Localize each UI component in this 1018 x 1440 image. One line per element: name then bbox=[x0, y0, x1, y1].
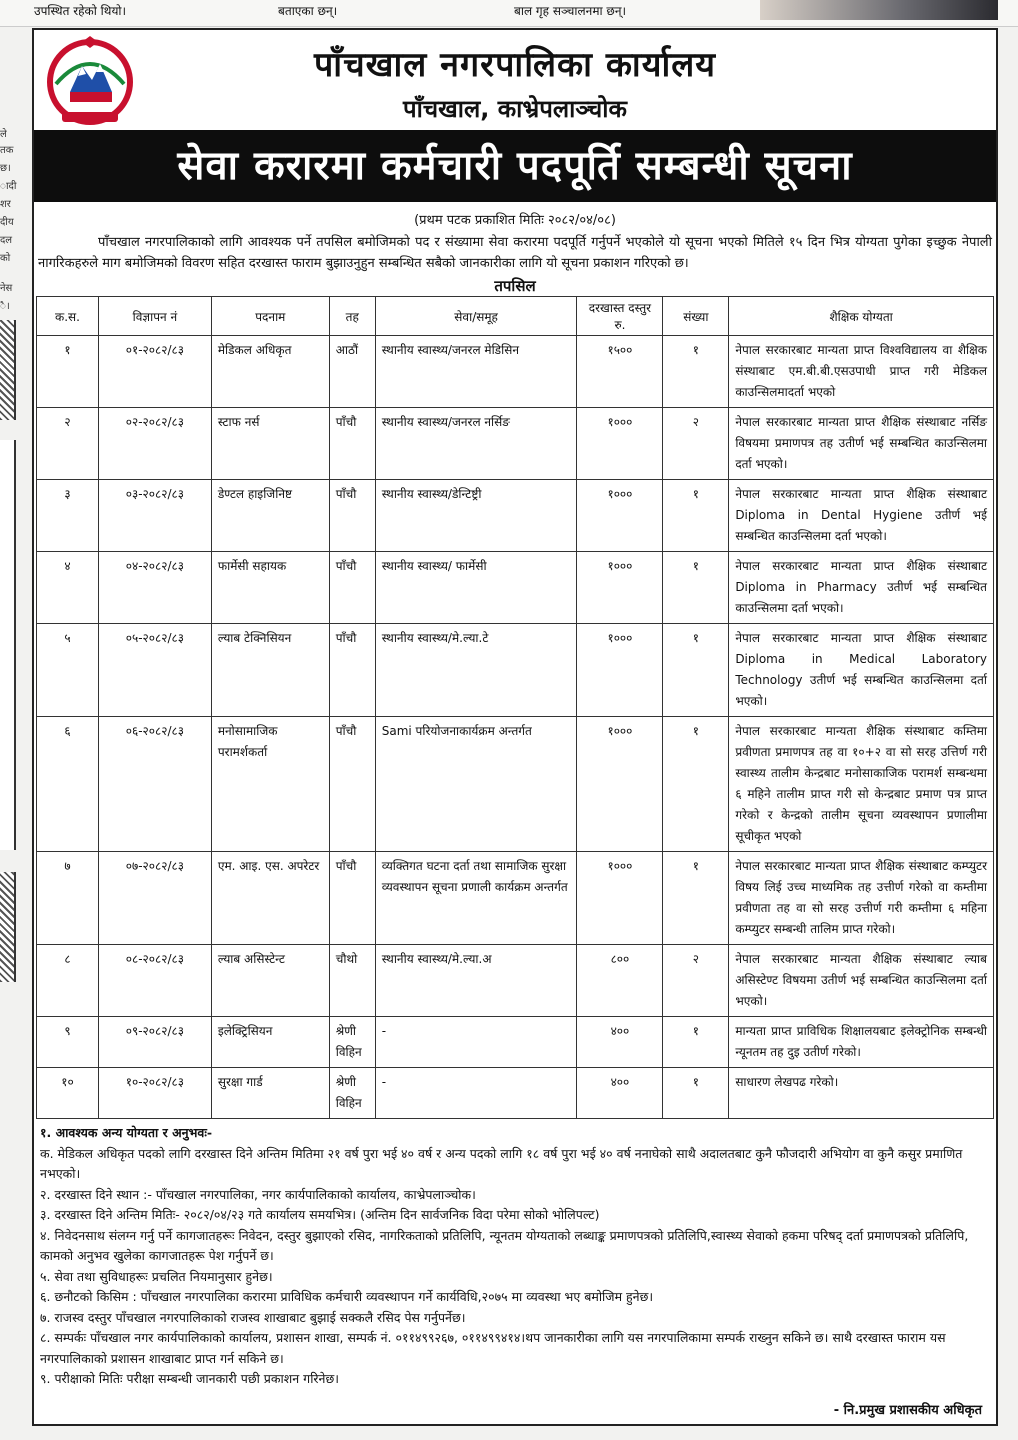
cell-sn: ४ bbox=[37, 552, 99, 624]
top-strip-right-text: बाल गृह सञ्चालनमा छन्। bbox=[514, 4, 627, 18]
publication-date: (प्रथम पटक प्रकाशित मितिः २०८२/०४/०८) bbox=[414, 213, 616, 228]
left-margin-text: दीय bbox=[0, 217, 14, 228]
cell-service: स्थानीय स्वास्थ्य/जनरल नर्सिङ bbox=[375, 408, 577, 480]
intro-paragraph bbox=[34, 228, 996, 274]
cell-fee: १५०० bbox=[577, 336, 663, 408]
cell-qualification: नेपाल सरकारबाट मान्यता प्राप्त विश्वविद्यालय वा शैक्षिक संस्थाबाट एम.बी.बी.एसउपाधी प्राप्त गरी मेडिकल काउन्सिलमादर्ता भएको bbox=[729, 336, 994, 408]
cell-ad-no: ०३-२०८२/८३ bbox=[98, 480, 211, 552]
newspaper-top-strip bbox=[0, 0, 1018, 27]
intro-text: पाँचखाल नगरपालिकाको लागि आवश्यक पर्ने तपसिल बमोजिमको पद र संख्यामा सेवा करारमा पदपूर्ति गर्नुपर्ने भएकोले यो सूचना भएको मितिले १५ दिन भित्र योग्यता पुगेका इच्छुक नेपाली नागरिकहरुले माग बमोजिमको विवरण सहित दरखास्त फाराम बुझाउनुहुन सम्बन्धित सबैको जानकारीका लागि यो सूचना प्रकाशन गरिएको छ। bbox=[38, 235, 992, 271]
table-title: तपसिल bbox=[494, 277, 536, 295]
cell-level: आठौं bbox=[329, 336, 375, 408]
cell-ad-no: ०९-२०८२/८३ bbox=[98, 1017, 211, 1068]
cell-level: पाँचौ bbox=[329, 852, 375, 945]
cell-ad-no: ०७-२०८२/८३ bbox=[98, 852, 211, 945]
cell-ad-no: ०४-२०८२/८३ bbox=[98, 552, 211, 624]
cell-qualification: मान्यता प्राप्त प्राविधिक शिक्षालयबाट इलेक्ट्रोनिक सम्बन्धी न्यूनतम तह दुइ उतीर्ण गरेको। bbox=[729, 1017, 994, 1068]
left-margin-text: शर bbox=[0, 199, 11, 210]
cell-count: १ bbox=[663, 552, 729, 624]
table-row bbox=[37, 852, 994, 945]
notes-section bbox=[34, 1119, 996, 1390]
table-row bbox=[37, 480, 994, 552]
cell-qualification: नेपाल सरकारबाट मान्यता प्राप्त शैक्षिक संस्थाबाट नर्सिङ विषयमा प्रमाणपत्र तह उतीर्ण भई सम्बन्धित काउन्सिलमा दर्ता भएको। bbox=[729, 408, 994, 480]
table-row bbox=[37, 408, 994, 480]
note-item: ६. छनौटको किसिम : पाँचखाल नगरपालिका करारमा प्राविधिक कर्मचारी व्यवस्थापन गर्ने कार्यविधि,२०७५ मा व्यवस्था भए बमोजिम हुनेछ। bbox=[40, 1289, 654, 1304]
vacancy-table bbox=[36, 296, 994, 1119]
cell-service: स्थानीय स्वास्थ्य/जनरल मेडिसिन bbox=[375, 336, 577, 408]
cell-sn: ५ bbox=[37, 624, 99, 717]
cell-count: १ bbox=[663, 852, 729, 945]
cell-fee: ४०० bbox=[577, 1017, 663, 1068]
cell-sn: ६ bbox=[37, 717, 99, 852]
left-margin-text: दल bbox=[0, 235, 13, 246]
col-header-fee: दरखास्त दस्तुर रु. bbox=[577, 297, 663, 336]
cell-level: पाँचौ bbox=[329, 552, 375, 624]
table-row bbox=[37, 1017, 994, 1068]
left-margin-text: ादी bbox=[0, 181, 17, 192]
cell-ad-no: १०-२०८२/८३ bbox=[98, 1068, 211, 1119]
table-row bbox=[37, 336, 994, 408]
cell-ad-no: ०६-२०८२/८३ bbox=[98, 717, 211, 852]
col-header-level: तह bbox=[329, 297, 375, 336]
cell-count: १ bbox=[663, 624, 729, 717]
cell-post: स्टाफ नर्स bbox=[211, 408, 329, 480]
cell-fee: १००० bbox=[577, 717, 663, 852]
col-header-service: सेवा/समूह bbox=[375, 297, 577, 336]
cell-qualification: नेपाल सरकारबाट मान्यता शैक्षिक संस्थाबाट कम्तिमा प्रवीणता प्रमाणपत्र तह वा १०+२ वा सो सरह उत्तिर्ण गरी स्वास्थ्य तालीम केन्द्रबाट मनोसाकाजिक परामर्श सम्बन्धमा ६ महिने तालीम प्राप्त गरी सो केन्द्रबाट प्रमाण पत्र प्राप्त गरेको र केन्द्रको तालीम सूचना व्यवस्थापन प्रणालीमा सूचीकृत भएको bbox=[729, 717, 994, 852]
cell-level: पाँचौ bbox=[329, 624, 375, 717]
cell-post: सुरक्षा गार्ड bbox=[211, 1068, 329, 1119]
cell-service: स्थानीय स्वास्थ्य/मे.ल्या.अ bbox=[375, 945, 577, 1017]
cell-level: पाँचौ bbox=[329, 408, 375, 480]
cell-qualification: नेपाल सरकारबाट मान्यता शैक्षिक संस्थाबाट ल्याब असिस्टेण्ट विषयमा उतीर्ण भई सम्बन्धित काउन्सिलमा दर्ता भएको। bbox=[729, 945, 994, 1017]
col-header-post: पदनाम bbox=[211, 297, 329, 336]
cell-post: एम. आइ. एस. अपरेटर bbox=[211, 852, 329, 945]
cell-qualification: नेपाल सरकारबाट मान्यता प्राप्त शैक्षिक संस्थाबाट Diploma in Pharmacy उतीर्ण भई सम्बन्धित काउन्सिलमा दर्ता भएको। bbox=[729, 552, 994, 624]
cell-qualification: नेपाल सरकारबाट मान्यता प्राप्त शैक्षिक संस्थाबाट Diploma in Medical Laboratory Technology उतीर्ण भई सम्बन्धित काउन्सिलमा दर्ता भएको। bbox=[729, 624, 994, 717]
cell-sn: ३ bbox=[37, 480, 99, 552]
signature-line: - नि.प्रमुख प्रशासकीय अधिकृत bbox=[833, 1403, 982, 1418]
cell-fee: ८०० bbox=[577, 945, 663, 1017]
cell-qualification: साधारण लेखपढ गरेको। bbox=[729, 1068, 994, 1119]
cell-fee: १००० bbox=[577, 408, 663, 480]
cell-qualification: नेपाल सरकारबाट मान्यता प्राप्त शैक्षिक संस्थाबाट कम्प्युटर विषय लिई उच्च माध्यमिक तह उत्तीर्ण गरेको वा कम्तीमा प्रवीणता तह वा सो सरह उत्तीर्ण गरी कम्तीमा ६ महिना कम्प्युटर सम्बन्धी तालिम प्राप्त गरेको। bbox=[729, 852, 994, 945]
cell-count: १ bbox=[663, 1017, 729, 1068]
cell-count: १ bbox=[663, 336, 729, 408]
left-margin-text: ै। bbox=[0, 301, 10, 312]
notice-frame bbox=[32, 28, 998, 1426]
cell-service: - bbox=[375, 1017, 577, 1068]
note-item: ३. दरखास्त दिने अन्तिम मितिः- २०८२/०४/२३ गते कार्यालय समयभित्र। (अन्तिम दिन सार्वजनिक विदा परेमा सोको भोलिपल्ट) bbox=[40, 1207, 600, 1222]
note-item: ५. सेवा तथा सुविधाहरूः प्रचलित नियमानुसार हुनेछ। bbox=[40, 1268, 273, 1284]
cell-service: स्थानीय स्वास्थ्य/मे.ल्या.टे bbox=[375, 624, 577, 717]
cell-post: डेण्टल हाइजिनिष्ट bbox=[211, 480, 329, 552]
cell-count: १ bbox=[663, 1068, 729, 1119]
cell-level: श्रेणी विहिन bbox=[329, 1068, 375, 1119]
note-item: क. मेडिकल अधिकृत पदको लागि दरखास्त दिने अन्तिम मितिमा २१ वर्ष पुरा भई ४० वर्ष र अन्य पदको लागि १८ वर्ष पुरा भई ४० वर्ष ननाघेको साथै अदालतबाट कुनै फौजदारी अभियोग वा कुनै कसुर प्रमाणित नभएको। bbox=[40, 1145, 963, 1181]
cell-level: पाँचौ bbox=[329, 717, 375, 852]
table-header-row bbox=[37, 297, 994, 336]
note-item: २. दरखास्त दिने स्थान :- पाँचखाल नगरपालिका, नगर कार्यपालिकाको कार्यालय, काभ्रेपलाञ्चोक। bbox=[40, 1186, 476, 1202]
cell-level: श्रेणी विहिन bbox=[329, 1017, 375, 1068]
cell-post: मनोसामाजिक परामर्शकर्ता bbox=[211, 717, 329, 852]
cell-ad-no: ०२-२०८२/८३ bbox=[98, 408, 211, 480]
cell-fee: १००० bbox=[577, 624, 663, 717]
notice-header bbox=[34, 30, 996, 130]
cell-ad-no: ०८-२०८२/८३ bbox=[98, 945, 211, 1017]
cell-fee: १००० bbox=[577, 480, 663, 552]
cell-sn: १० bbox=[37, 1068, 99, 1119]
cell-post: ल्याब टेक्निसियन bbox=[211, 624, 329, 717]
cell-post: ल्याब असिस्टेन्ट bbox=[211, 945, 329, 1017]
cell-count: १ bbox=[663, 717, 729, 852]
cell-level: चौथो bbox=[329, 945, 375, 1017]
note-item: ४. निवेदनसाथ संलग्न गर्नु पर्ने कागजातहरूः निवेदन, दस्तुर बुझाएको रसिद, नागरिकताको प्रतिलिपि, न्यूनतम योग्यताको लब्धाङ्क प्रमाणपत्रको प्रतिलिपि,स्वास्थ्य सेवाको हकमा परिषद् दर्ता प्रमाणपत्रको प्रतिलिपि, कामको अनुभव खुलेका कागजातहरू पेश गर्नुपर्ने छ। bbox=[40, 1227, 969, 1263]
table-row bbox=[37, 717, 994, 852]
margin-ornament bbox=[0, 320, 16, 420]
cell-count: २ bbox=[663, 945, 729, 1017]
office-title: पाँचखाल नगरपालिका कार्यालय bbox=[313, 45, 717, 85]
cell-post: फार्मेसी सहायक bbox=[211, 552, 329, 624]
top-strip-left-text: उपस्थित रहेको थियो। bbox=[34, 4, 127, 18]
table-row bbox=[37, 624, 994, 717]
cell-sn: ८ bbox=[37, 945, 99, 1017]
left-margin-text: नेस bbox=[0, 283, 13, 294]
cell-post: इलेक्ट्रिसियन bbox=[211, 1017, 329, 1068]
cell-fee: १००० bbox=[577, 852, 663, 945]
note-item: ९. परीक्षाको मितिः परीक्षा सम्बन्धी जानकारी पछी प्रकाशन गरिनेछ। bbox=[40, 1371, 339, 1386]
cell-service: Sami परियोजनाकार्यक्रम अन्तर्गत bbox=[375, 717, 577, 852]
cell-sn: २ bbox=[37, 408, 99, 480]
cell-service: स्थानीय स्वास्थ्य/ फार्मेसी bbox=[375, 552, 577, 624]
notice-banner: सेवा करारमा कर्मचारी पदपूर्ति सम्बन्धी सूचना bbox=[34, 130, 996, 202]
cell-fee: १००० bbox=[577, 552, 663, 624]
top-strip-mid-text: बताएका छन्। bbox=[278, 4, 338, 18]
note-item: ७. राजस्व दस्तुर पाँचखाल नगरपालिकाको राजस्व शाखाबाट बुझाई सक्कलै रसिद पेस गर्नुपर्नेछ। bbox=[40, 1309, 466, 1325]
margin-border bbox=[0, 440, 16, 850]
cell-count: १ bbox=[663, 480, 729, 552]
table-row bbox=[37, 1068, 994, 1119]
cell-fee: ४०० bbox=[577, 1068, 663, 1119]
note-item: ८. सम्पर्कः पाँचखाल नगर कार्यपालिकाको कार्यालय, प्रशासन शाखा, सम्पर्क नं. ०११४९९२६७, ०११४९९४१४।थप जानकारीका लागि यस नगरपालिकामा सम्पर्क राख्नुन सकिने छ। साथै दरखास्त फाराम यस नगरपालिकाको प्रशासन शाखाबाट प्राप्त गर्न सकिने छ। bbox=[40, 1330, 946, 1366]
cell-sn: १ bbox=[37, 336, 99, 408]
left-margin-text: ले bbox=[0, 129, 7, 140]
col-header-sn: क.स. bbox=[37, 297, 99, 336]
cell-count: २ bbox=[663, 408, 729, 480]
cell-ad-no: ०५-२०८२/८३ bbox=[98, 624, 211, 717]
cell-service: व्यक्तिगत घटना दर्ता तथा सामाजिक सुरक्षा व्यवस्थापन सूचना प्रणाली कार्यक्रम अन्तर्गत bbox=[375, 852, 577, 945]
cell-qualification: नेपाल सरकारबाट मान्यता प्राप्त शैक्षिक संस्थाबाट Diploma in Dental Hygiene उतीर्ण भई सम्बन्धित काउन्सिलमा दर्ता भएको। bbox=[729, 480, 994, 552]
margin-ornament bbox=[0, 872, 16, 982]
col-header-count: संख्या bbox=[663, 297, 729, 336]
cell-level: पाँचौ bbox=[329, 480, 375, 552]
office-address: पाँचखाल, काभ्रेपलाञ्चोक bbox=[403, 95, 627, 123]
cell-post: मेडिकल अधिकृत bbox=[211, 336, 329, 408]
cell-sn: ७ bbox=[37, 852, 99, 945]
cell-service: स्थानीय स्वास्थ्य/डेन्टिष्ट्री bbox=[375, 480, 577, 552]
col-header-qualification: शैक्षिक योग्यता bbox=[729, 297, 994, 336]
table-row bbox=[37, 552, 994, 624]
left-margin-text: छ। bbox=[0, 163, 11, 174]
table-row bbox=[37, 945, 994, 1017]
cell-ad-no: ०१-२०८२/८३ bbox=[98, 336, 211, 408]
cell-service: - bbox=[375, 1068, 577, 1119]
notes-heading: १. आवश्यक अन्य योग्यता र अनुभवः- bbox=[40, 1125, 213, 1140]
left-margin-text: को bbox=[0, 253, 11, 264]
left-margin-text: तक bbox=[0, 145, 14, 156]
cell-sn: ९ bbox=[37, 1017, 99, 1068]
col-header-ad-no: विज्ञापन नं bbox=[98, 297, 211, 336]
left-margin-column bbox=[0, 30, 20, 1440]
top-strip-photo bbox=[760, 0, 998, 20]
